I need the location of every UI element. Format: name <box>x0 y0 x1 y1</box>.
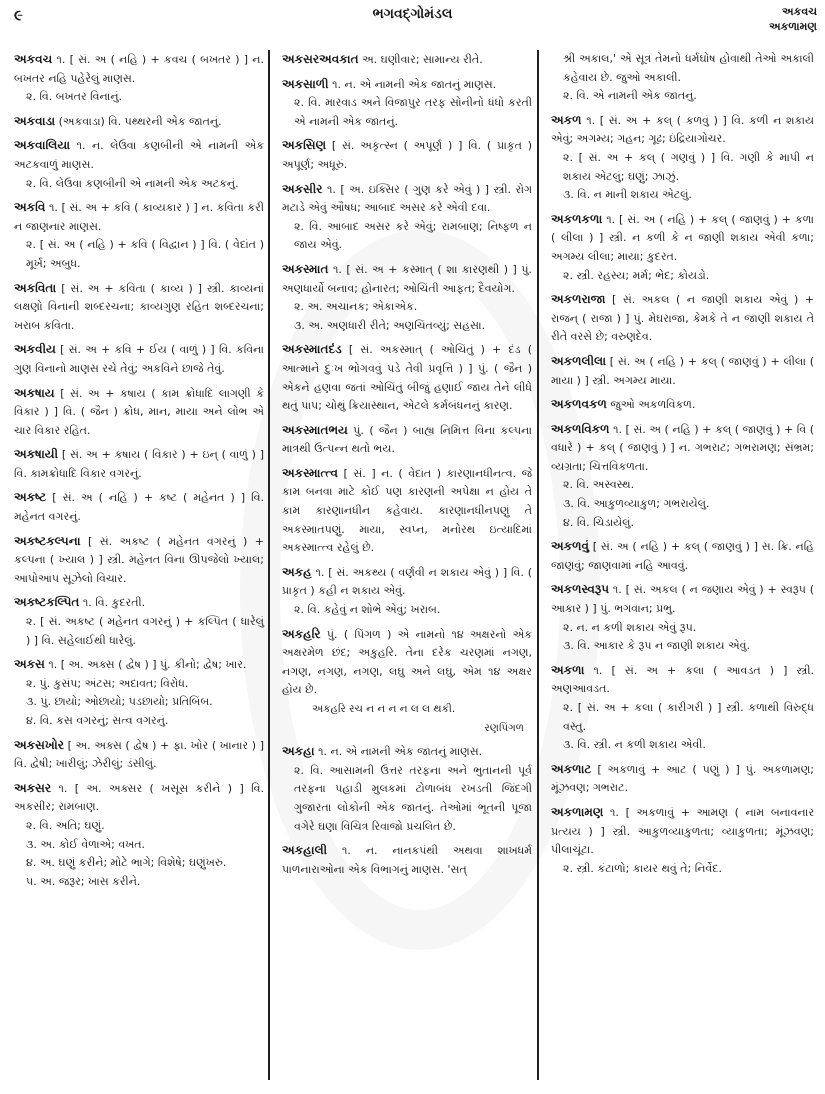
entry-definition-line <box>551 661 814 699</box>
entry-headword: અકળવિકળ <box>551 421 610 436</box>
dictionary-entry <box>14 340 264 378</box>
entry-definition-line <box>14 488 264 526</box>
entry-sense: ૩. વિ. આકુળવ્યાકુળ; ગભરાયેલું. <box>563 497 710 511</box>
dictionary-entry <box>14 136 264 193</box>
entry-sense: ૩. અ. અણધારી રીતે; અણચિંતવ્યું; સહસા. <box>294 318 486 332</box>
entry-definition: પું. ( પિંગળ ) એ નામનો ૧૪ અક્ષરનો એક અક્ષરમેળ છંદ; અકુહરિ. તેના દરેક ચરણમાં નગણ, નગણ, નગણ, નગણ, લઘુ અને લઘુ, એમ ૧૪ અક્ષર હોય છે. <box>282 627 532 697</box>
entry-definition-line <box>551 352 814 390</box>
dictionary-entry <box>282 841 532 879</box>
dictionary-entry <box>282 136 532 174</box>
entry-definition-line <box>282 625 532 700</box>
column-1 <box>8 50 270 1080</box>
entry-citation-source: રણપિંગળ <box>484 721 524 734</box>
dictionary-entry <box>14 655 264 730</box>
entry-definition: ૧. [ સં. અકલ ( ન જણાય એવું ) + સ્વરૂપ ( આકાર ) ] પું. ભગવાન; પ્રભુ. <box>551 583 814 616</box>
entry-headword: અકસર <box>14 780 52 795</box>
entry-definition-line <box>14 736 264 774</box>
dictionary-columns <box>0 50 825 1090</box>
dictionary-entry <box>282 260 532 335</box>
entry-headword: અકસીર <box>282 181 323 196</box>
entry-sense: ૩. વિ. ન માની શકાય એટલું. <box>563 188 692 202</box>
entry-definition-line <box>14 112 264 132</box>
entry-definition: ૧. ન. એ નામની એક જાતનું માણસ. <box>318 745 483 759</box>
entry-sense: ૩. વિ. આકાર કે રૂપ ન જાણી શકાય એવું. <box>563 639 750 653</box>
entry-definition-line <box>282 50 532 70</box>
entry-definition: ૧. [ સં. અ + કલા ( આવડત ) ] સ્ત્રી. અણઆવડત. <box>551 663 814 696</box>
entry-sense: ૩. વિ. સ્ત્રી. ન કળી શકાય એવી. <box>563 738 706 752</box>
entry-headword: અકષાય <box>14 385 55 400</box>
entry-headword: અકષાયી <box>14 447 59 462</box>
dictionary-entry <box>551 537 814 575</box>
entry-definition: પું. ( જૈન ) બાહ્ય નિમિત્ત વિના કલ્પના માત્રથી ઉત્પન્ન થતો ભય. <box>282 423 532 456</box>
entry-definition: [ સં. અ ( નહિ ) + કલ્ ( જાણવું ) ] સ. ક્રિ. નહિ જાણવું; જાણવામાં નહિ આવવું. <box>551 540 815 572</box>
entry-headword: અકવીય <box>14 342 56 357</box>
dictionary-entry <box>551 803 814 878</box>
entry-definition: શ્રી અકાલ,' એ સૂત્ર તેમનો ધર્મઘોષ હોવાથી તેઓ અકાલી કહેવાય છે. જુઓ અકાલી. <box>563 52 814 84</box>
entry-headword: અકવાલિયા <box>14 138 71 153</box>
entry-sense: ૨. વિ. અસ્વસ્થ. <box>563 478 635 492</box>
entry-definition: [ અકળાવું + આટ ( પણું ) ] પું. અકળામણ; મૂંઝવણ; ગભરાટ. <box>551 762 814 795</box>
entry-sense: ૪. વિ. કસ વગરનું; સત્વ વગરનું. <box>26 714 169 727</box>
entry-definition: ૧. વિ. કુદરતી. <box>82 596 146 610</box>
entry-headword: અકસાળી <box>282 76 329 91</box>
dictionary-entry <box>551 760 814 798</box>
entry-definition: [ સં. અકલ ( ન જાણી શકાય એવું ) + રાજન્ ( રાજા ) ] પું. મેઘરાજા, કેમકે તે ન જાણી શકાય તે રીતે વરસે છે; વરુણદેવ. <box>551 293 815 344</box>
entry-headword: અકષ્ટકલ્પિત <box>14 595 80 610</box>
entry-definition-line <box>14 593 264 613</box>
entry-sense: ૩. અ. કોઈ વેળાએ; વખત. <box>26 837 146 851</box>
entry-definition-line <box>282 841 532 879</box>
entry-headword: અકષ્ટકલ્પના <box>14 533 81 548</box>
entry-quotation: અકહરિ રચ ન ન ન ન લ લ થકી. <box>312 703 456 715</box>
entry-definition: અ. ઘણીવાર; સામાન્ય રીતે. <box>362 53 483 66</box>
entry-headword: અકષ્ટ <box>14 490 47 505</box>
entry-headword: અકસ્માતભય <box>282 422 348 437</box>
entry-definition: [ સં. અ + કષાય ( વિકાર ) + ઇન્ ( વાળું ) ] વિ. કામક્રોધાદિ વિકાર વગરનું. <box>14 448 265 480</box>
entry-headword: અકસિણ <box>282 138 327 153</box>
entry-definition-line <box>282 340 532 415</box>
entry-sense: ૨. વિ. બખતર વિનાનું. <box>26 90 123 104</box>
entry-definition-line <box>282 75 532 95</box>
entry-sense: ૪. અ. ઘણું કરીને; મોટે ભાગે; વિશેષે; ઘણુંખરું. <box>26 856 227 870</box>
entry-definition-line <box>282 260 532 298</box>
entry-definition: ૧. [ સં. અ + કવિ ( કાવ્યકાર ) ] ન. કવિતા કરી ન જાણનાર માણસ. <box>14 201 264 233</box>
entry-headword: અકહ <box>282 564 312 579</box>
entry-headword: અકવિતા <box>14 280 57 295</box>
dictionary-entry <box>551 580 814 655</box>
entry-definition-line <box>551 111 814 149</box>
entry-definition-line <box>14 340 264 378</box>
entry-headword: અકસ <box>14 657 45 672</box>
entry-definition-line <box>14 136 264 174</box>
entry-definition: ૧. ન. એ નામની એક જાતનું માણસ. <box>332 77 497 91</box>
entry-headword: અકળવું <box>551 539 589 554</box>
entry-definition: ૧. [ સં. અકથ્ય ( વર્ણવી ન શકાય એવું ) ] વિ. ( પ્રાકૃત ) કહી ન શકાય એવું. <box>282 565 532 598</box>
entry-definition-line <box>282 136 532 174</box>
entry-sense: ૨. [ સં. અ + કલ્ ( ગણવું ) ] વિ. ગણી કે માપી ન શકાય એટલું; ઘણું; ઝાઝું. <box>563 150 814 183</box>
dictionary-entry <box>551 352 814 390</box>
entry-definition: [ સં. અકસ્માત્ ( ઓચિંતું ) + દંડ ( આત્માને દુઃખ ભોગવવું પડે તેવી પ્રવૃત્તિ ) ] પું. ( જૈન ) એકને હણવા જતાં ઓચિંતું બીજું હણાઈ જાય તેને લીધે થતું પાપ; ચોથું ક્રિયાસ્થાન, એટલે કર્મબંધનનું કારણ. <box>282 343 533 413</box>
dictionary-entry <box>551 290 814 347</box>
page-title: ભગવદ્ગોમંડલ <box>372 6 453 22</box>
entry-headword: અકવચ <box>14 52 53 66</box>
entry-definition: ૧. ન. લેઉવા કણબીની એ નામની એક અટકવાળું માણસ. <box>14 139 264 171</box>
entry-sense: ૨. વિ. લેઉવા કણબીની એ નામની એક અટકનું. <box>26 176 239 190</box>
entry-headword: અકસરઅવકાત <box>282 52 359 66</box>
dictionary-entry <box>282 340 532 415</box>
entry-definition: જુઓ અકળવિકળ. <box>610 398 696 412</box>
dictionary-entry <box>14 198 264 273</box>
dictionary-entry <box>14 50 264 107</box>
entry-definition: ૧. [ સં. અ ( નહિ ) + કલ્ ( જાણવું ) + વિ ( વધારે ) + કલ્ ( જાણવું ) ] ન. ગભરાટ; ગભરામણ; સંભ્રમ; વ્યગ્રતા; ચિત્તવિકળતા. <box>551 422 814 473</box>
entry-definition-line <box>282 742 532 762</box>
guide-word-first: અકવચ <box>781 5 817 18</box>
entry-definition: ૧. [ અ. ઇક્સિર ( ગુણ કરે એવું ) ] સ્ત્રી. રોગ મટાડે એવું ઔષધ; આબાદ અસર કરે એવી દવા. <box>282 182 532 215</box>
entry-headword: અકહાલી <box>282 843 328 858</box>
entry-headword: અકસ્માતદંડ <box>282 342 342 357</box>
entry-definition: ૧. [ સં. અ + કલ્ ( કળવું ) ] વિ. કળી ન શકાય એવું; અગમ્ય; ગહન; ગૂઢ; ઇંદ્રિયાગોચર. <box>551 113 814 146</box>
entry-definition-line <box>14 384 264 441</box>
dictionary-entry <box>282 563 532 620</box>
entry-definition-line <box>282 563 532 601</box>
dictionary-entry <box>551 50 814 106</box>
entry-definition-line <box>14 50 264 88</box>
entry-sense: ૨. વિ. મારવાડ અને વિજાપુર તરફ સોનીનો ધંધો કરતી એ નામની એક જાતનું. <box>294 96 532 128</box>
entry-definition-line <box>14 779 264 817</box>
dictionary-entry <box>282 464 532 558</box>
entry-definition: [ સં. અ + કવિતા ( કાવ્ય ) ] સ્ત્રી. કાવ્યનાં લક્ષણો વિનાની શબ્દરચના; કાવ્યગુણ રહિત શબ્દરચના; ખરાબ કવિતા. <box>14 281 264 332</box>
dictionary-entry <box>14 384 264 441</box>
dictionary-entry <box>282 75 532 132</box>
entry-definition: ૧. [ અકળાવું + આમણ ( નામ બનાવનાર પ્રત્યય ) ] સ્ત્રી. આકુળવ્યાકુળતા; વ્યાકુળતા; મૂંઝવણ; પીલાચૂંટા. <box>551 805 815 857</box>
entry-headword: અકળ <box>551 112 582 127</box>
entry-headword: અકળામણ <box>551 804 604 819</box>
entry-definition: [ સં. ] ન. ( વેદાંત ) કારણાનધીનત્વ. જે કામ બનવા માટે કોઈ પણ કારણની અપેક્ષા ન હોય તે કામ કારણાનધીન કહેવાય. કારણાનધીનપણું તે અકસ્માતપણું. માયા, સ્વપ્ન, મનોરથ ઇત્યાદિમાં અકસ્માત્ત્વ રહેલું છે. <box>282 466 533 555</box>
dictionary-entry <box>14 779 264 892</box>
dictionary-entry <box>551 210 814 285</box>
entry-definition: [ સં. અ ( નહિ ) + કલ્ ( જાણવું ) + લીલા ( માયા ) ] સ્ત્રી. અગમ્ય માયા. <box>551 354 814 387</box>
entry-definition-line <box>551 50 814 87</box>
entry-headword: અકળવકળ <box>551 397 607 412</box>
dictionary-entry <box>14 593 264 650</box>
dictionary-entry <box>14 445 264 483</box>
entry-definition-line <box>551 290 814 347</box>
entry-definition: [ સં. અ + કષાય ( કામ ક્રોધાદિ લાગણી કે વિકાર ) ] વિ. ( જૈન ) ક્રોધ, માન, માયા અને લોભ એ ચાર વિકાર રહિત. <box>14 386 264 437</box>
dictionary-entry <box>551 395 814 415</box>
entry-definition: [ સં. અકષ્ટ ( મહેનત વગરનું ) + કલ્પના ( ખ્યાલ ) ] સ્ત્રી. મહેનત વિના ઊપજેલો ખ્યાલ; આપોઆપ સૂઝેલો વિચાર. <box>14 534 265 585</box>
entry-definition-line <box>282 464 532 558</box>
entry-definition: [ અ. અક્સ ( દ્વેષ ) + ફા. ખોર ( ખાનાર ) ] વિ. દ્વેષી; ખારીલું; ઝેરીલું; ડંસીલું. <box>14 738 264 771</box>
entry-definition: ૧. [ સં. અ + કસ્માત્ ( શા કારણથી ) ] પું. અણધાર્યો બનાવ; હોનારત; ઓચિંતી આફત; દૈવયોગ. <box>282 262 532 295</box>
entry-headword: અકળાટ <box>551 761 592 776</box>
entry-sense: ૨. [ સં. અકષ્ટ ( મહેનત વગરનું ) + કલ્પિત ( ધારેલું ) ] વિ. સહેલાઈથી ધારેલું. <box>26 615 264 647</box>
dictionary-entry <box>14 532 264 589</box>
entry-headword: અકળરાજા <box>551 292 606 307</box>
entry-definition-line <box>14 279 264 336</box>
entry-sense: ૨. [ સં. અ + કલા ( કારીગરી ) ] સ્ત્રી. કળાથી વિરુદ્ધ વસ્તુ. <box>563 701 814 733</box>
dictionary-entry <box>282 625 532 738</box>
dictionary-entry <box>282 180 532 255</box>
entry-headword: અકળા <box>551 662 585 677</box>
entry-headword: અકળલીલા <box>551 353 607 368</box>
entry-headword: અકવિ <box>14 200 46 215</box>
entry-definition: [ સં. અ + કવિ + ઈય ( વાળું ) ] વિ. કવિના ગુણ વિનાનો માણસ રચે તેવું; અકવિને છાજે તેવું. <box>14 343 264 375</box>
dictionary-entry <box>551 661 814 755</box>
entry-definition-line <box>551 395 814 415</box>
entry-definition-line <box>551 760 814 798</box>
entry-definition: ૧. [ અ. અક્સ ( દ્વેષ ) ] પું. કીનો; દ્વેષ; ખાર. <box>48 658 247 672</box>
entry-definition: [ સં. અકૃત્સ્ન ( અપૂર્ણ ) ] વિ. ( પ્રાકૃત ) અપૂર્ણ; અધૂરું. <box>282 139 533 171</box>
entry-headword: અકહા <box>282 744 315 759</box>
entry-sense: ૨. વિ. એ નામની એક જાતનું. <box>563 89 697 103</box>
entry-definition-line <box>14 445 264 483</box>
entry-definition-line <box>551 210 814 267</box>
entry-sense: ૨. ન. ન કળી શકાય એવું રૂપ. <box>563 620 697 634</box>
entry-definition-line <box>14 532 264 589</box>
page-header <box>0 0 825 50</box>
entry-definition-line <box>551 537 814 575</box>
entry-sense: ૨. પું. કુસંપ; અંટસ; અદાવત; વિરોધ. <box>26 676 189 690</box>
column-2 <box>276 50 538 1080</box>
page-number: ૯ <box>14 6 23 24</box>
entry-definition-line <box>282 421 532 459</box>
entry-definition: [ સં. અ ( નહિ ) + કષ્ટ ( મહેનત ) ] વિ. મહેનત વગરનું. <box>14 491 264 524</box>
entry-headword: અકહરિ <box>282 626 321 641</box>
entry-sense: ૨. સ્ત્રી. કંટાળો; કાયર થવું તે; નિર્વેદ. <box>563 861 722 875</box>
dictionary-entry <box>14 279 264 336</box>
dictionary-entry <box>282 421 532 459</box>
dictionary-entry <box>551 111 814 205</box>
entry-definition-line <box>551 580 814 618</box>
entry-sense: ૪. વિ. ચિડાયેલું. <box>563 515 634 529</box>
guide-word-last: અકળામણ <box>768 20 817 33</box>
entry-sense: ૨. [ સં. અ ( નહિ ) + કવિ ( વિદ્વાન ) ] વિ. ( વેદાંત ) મૂર્ખ; અબુધ. <box>26 238 264 270</box>
entry-definition: ૧. ન. નાનકપંથી અથવા શાખધર્મ પાળનારાઓના એક વિભાગનું માણસ. 'સત્ <box>282 844 533 876</box>
entry-sense: ૨. વિ. આસામની ઉત્તર તરફના અને ભુતાનની પૂર્વ તરફના પહાડી મુલકમાં ટોળાબંધ રખડતી જિંદગી ગુજારતા લોકોની એક જાતનું. તેઓમાં ભૂતની પૂજા વગેરે ઘણા વિચિત્ર રિવાજો પ્રચલિત છે. <box>294 763 532 833</box>
entry-headword: અકળકળા <box>551 211 603 226</box>
dictionary-entry <box>14 488 264 526</box>
entry-definition: (અકવાડા) વિ. પથ્થરની એક જાતનું. <box>58 114 222 128</box>
entry-headword: અકસખોર <box>14 737 64 752</box>
entry-headword: અકવાડા <box>14 113 56 128</box>
dictionary-entry <box>551 420 814 533</box>
entry-headword: અકસ્માત <box>282 261 329 276</box>
entry-definition-line <box>551 803 814 860</box>
entry-definition-line <box>14 655 264 675</box>
guide-words <box>769 4 817 34</box>
column-3 <box>545 50 820 1080</box>
entry-definition: ૧. [ સં. અ ( નહિ ) + કલ્ ( જાણવું ) + કળા ( લીલા ) ] સ્ત્રી. ન કળી કે ન જાણી શકાય એવી કળા; અગમ્ય લીલા; માયા; કુદરત. <box>551 212 814 263</box>
entry-sense: ૨. અ. અચાનક; એકાએક. <box>294 300 418 314</box>
entry-headword: અકળસ્વરૂપ <box>551 582 610 597</box>
entry-sense: ૩. પું. છાયો; ઓછાયો; પડછાયો; પ્રતિબિંબ. <box>26 695 213 709</box>
entry-sense: ૨. સ્ત્રી. રહસ્ય; મર્મ; ભેદ; કોયડો. <box>563 268 710 282</box>
entry-definition: ૧. [ સં. અ ( નહિ ) + કવચ ( બખતર ) ] ન. બખતર નહિ પહેરેલું માણસ. <box>14 53 264 85</box>
entry-definition-line <box>551 420 814 477</box>
dictionary-entry <box>14 112 264 132</box>
entry-sense: ૨. વિ. અતિ; ઘણું. <box>26 818 105 832</box>
dictionary-entry <box>14 736 264 774</box>
entry-definition-line <box>282 180 532 218</box>
entry-sense: ૨. વિ. આબાદ અસર કરે એવું; રામબાણ; નિષ્ફળ ન જાય એવું. <box>294 219 532 252</box>
entry-sense: ૫. અ. જરૂર; ખાસ કરીને. <box>26 874 141 888</box>
entry-definition-line <box>14 198 264 236</box>
dictionary-entry <box>282 50 532 70</box>
entry-sense: ૨. વિ. કહેવું ન શોભે એવું; ખરાબ. <box>294 603 441 617</box>
entry-definition: ૧. [ અ. અક્સર ( ખસૂસ કરીને ) ] વિ. અકસીર; રામબાણ. <box>14 781 264 814</box>
dictionary-entry <box>282 742 532 836</box>
entry-headword: અકસ્માત્ત્વ <box>282 465 338 480</box>
